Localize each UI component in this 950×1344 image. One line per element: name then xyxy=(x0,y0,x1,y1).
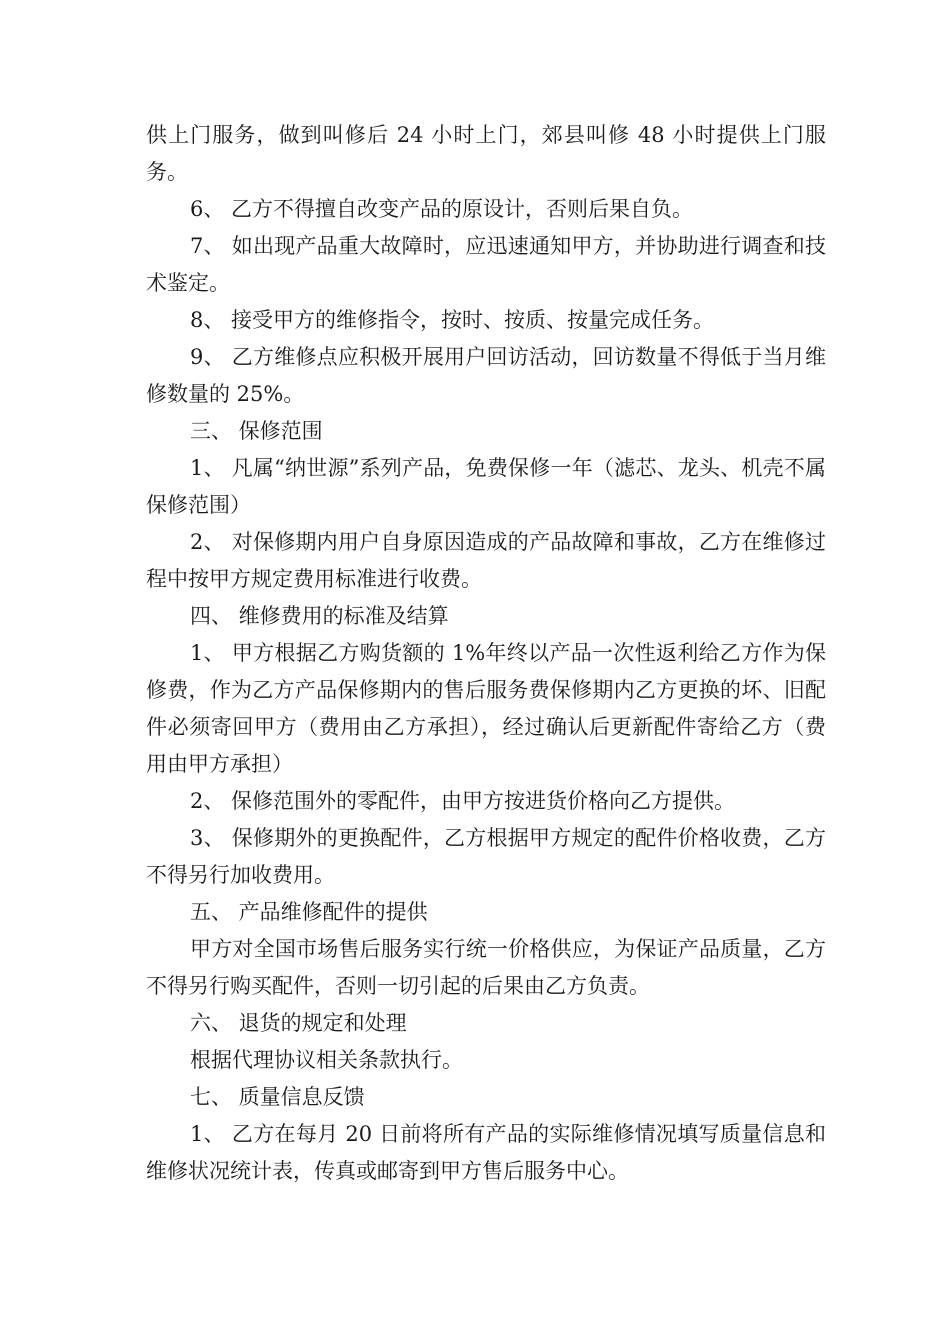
paragraph-item-6: 6、 乙方不得擅自改变产品的原设计，否则后果自负。 xyxy=(190,197,694,221)
paragraph-warranty-item-1: 1、 凡属“纳世源”系列产品，免费保修一年（滤芯、龙头、机壳不属保修范围） xyxy=(146,456,826,517)
section-heading-parts-supply: 五、 产品维修配件的提供 xyxy=(190,900,428,924)
document-body xyxy=(146,117,826,1190)
paragraph-returns: 根据代理协议相关条款执行。 xyxy=(190,1048,463,1072)
paragraph-parts-supply: 甲方对全国市场售后服务实行统一价格供应，为保证产品质量，乙方不得另行购买配件，否则一切引起的后果由乙方负责。 xyxy=(146,937,826,998)
paragraph-item-9: 9、 乙方维修点应积极开展用户回访活动，回访数量不得低于当月维修数量的 25%。 xyxy=(146,345,826,406)
paragraph-feedback-item-1: 1、 乙方在每月 20 日前将所有产品的实际维修情况填写质量信息和维修状况统计表，传真或邮寄到甲方售后服务中心。 xyxy=(146,1122,826,1183)
paragraph-fees-item-1: 1、 甲方根据乙方购货额的 1%年终以产品一次性返利给乙方作为保修费，作为乙方产品保修期内的售后服务费保修期内乙方更换的坏、旧配件必须寄回甲方（费用由乙方承担），经过确认后更新配件寄给乙方（费用由甲方承担） xyxy=(146,641,826,776)
paragraph-fees-item-3: 3、 保修期外的更换配件，乙方根据甲方规定的配件价格收费，乙方不得另行加收费用。 xyxy=(146,826,826,887)
section-heading-returns: 六、 退货的规定和处理 xyxy=(190,1011,407,1035)
paragraph-item-8: 8、 接受甲方的维修指令，按时、按质、按量完成任务。 xyxy=(190,308,715,332)
section-heading-warranty-scope: 三、 保修范围 xyxy=(190,419,323,443)
paragraph-item-7: 7、 如出现产品重大故障时，应迅速通知甲方，并协助进行调查和技术鉴定。 xyxy=(146,234,826,295)
section-heading-quality-feedback: 七、 质量信息反馈 xyxy=(190,1085,365,1109)
paragraph-fees-item-2: 2、 保修范围外的零配件，由甲方按进货价格向乙方提供。 xyxy=(190,789,736,813)
paragraph-warranty-item-2: 2、 对保修期内用户自身原因造成的产品故障和事故，乙方在维修过程中按甲方规定费用标准进行收费。 xyxy=(146,530,826,591)
section-heading-repair-fees: 四、 维修费用的标准及结算 xyxy=(190,604,449,628)
paragraph-service-continuation: 供上门服务，做到叫修后 24 小时上门，郊县叫修 48 小时提供上门服务。 xyxy=(146,123,826,184)
